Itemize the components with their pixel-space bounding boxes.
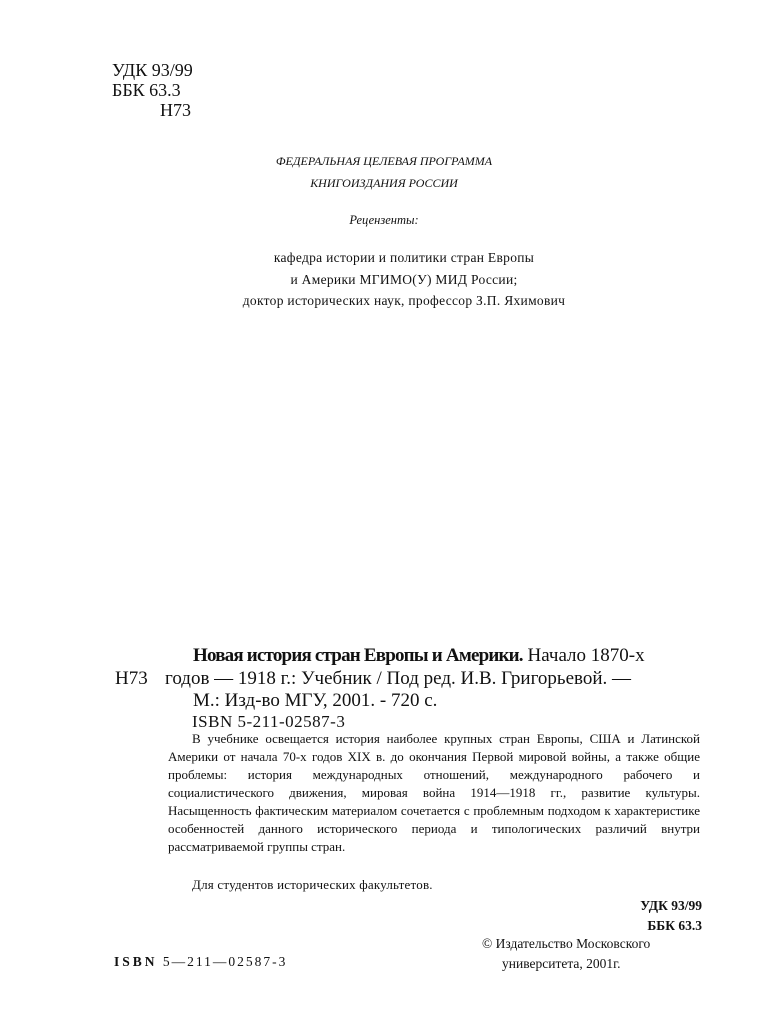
reviewers-heading: Рецензенты:: [349, 213, 419, 227]
catalog-title: [193, 645, 645, 667]
copyright-line-1: © Издательство Московского: [482, 936, 651, 951]
book-title: Новая история стран Европы и Америки.: [193, 645, 523, 666]
catalog-line-2: годов — 1918 г.: Учебник / Под ред. И.В. Григорьевой. —: [165, 668, 632, 689]
bottom-udk-code: УДК 93/99: [640, 898, 702, 913]
program-title-line2: КНИГОИЗДАНИЯ РОССИИ: [310, 176, 458, 190]
copyright-line-2: университета, 2001г.: [502, 956, 621, 971]
book-subtitle: Начало 1870-х: [522, 645, 645, 666]
bottom-isbn: [114, 954, 287, 970]
author-code: Н73: [160, 100, 191, 120]
reviewer-line-2: и Америки МГИМО(У) МИД России;: [290, 272, 518, 287]
reviewer-line-3: доктор исторических наук, профессор З.П. Яхимович: [242, 293, 566, 308]
audience-note: Для студентов исторических факультетов.: [192, 877, 433, 892]
catalog-isbn: ISBN 5-211-02587-3: [192, 712, 346, 731]
bottom-classification-codes: [640, 896, 702, 936]
reviewer-line-1: кафедра истории и политики стран Европы: [273, 250, 535, 265]
udk-code: УДК 93/99: [112, 60, 193, 80]
bbk-code: ББК 63.3: [112, 80, 181, 100]
top-classification-codes: [112, 60, 193, 120]
program-title-line1: ФЕДЕРАЛЬНАЯ ЦЕЛЕВАЯ ПРОГРАММА: [275, 154, 493, 168]
catalog-line-3: М.: Изд-во МГУ, 2001. - 720 с.: [193, 690, 438, 711]
bottom-bbk-code: ББК 63.3: [647, 918, 702, 933]
copyright-notice: [482, 934, 712, 974]
bottom-isbn-label: ISBN: [114, 954, 158, 969]
catalog-author-code: Н73: [115, 668, 148, 689]
annotation-paragraph: В учебнике освещается история наиболее крупных стран Европы, США и Латинской Америки от начала 70-х годов XIX в. до окончания Первой мировой войны, а также общие проблемы: история международных отношений, международного рабочего и социалистического движения, мировая война 1914—1918 гг., развитие культуры. Насыщенность фактическим материалом сочетается с проблемным подходом к характеристике особенностей данного исторического периода и типологических различий внутри рассматриваемой группы стран.: [168, 731, 700, 854]
annotation: [168, 730, 700, 856]
bottom-isbn-number: 5—211—02587-3: [157, 954, 288, 969]
